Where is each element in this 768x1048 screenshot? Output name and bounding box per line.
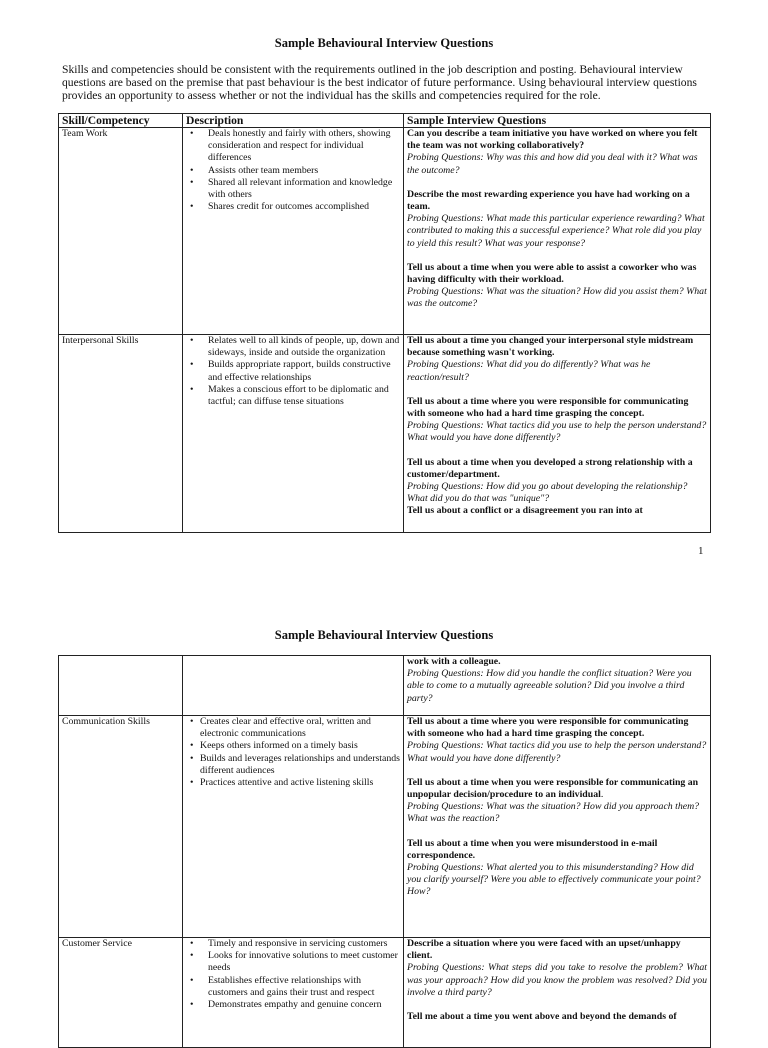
skill-cell bbox=[59, 335, 183, 533]
probing-questions: Probing Questions: What alerted you to this misunderstanding? How did you clarify yourself? Were you able to effectively communicate your point? How? bbox=[407, 862, 701, 898]
header-questions: Sample Interview Questions bbox=[404, 114, 711, 128]
list-item: • Keeps others informed on a timely basis bbox=[200, 740, 400, 752]
skill-cell bbox=[59, 938, 183, 1048]
probing-questions: Probing Questions: What made this particular experience rewarding? What contributed to making this a successful experience? What role did you play to yield this result? What was your response? bbox=[407, 213, 705, 249]
probing-questions: Probing Questions: How did you handle the conflict situation? Were you able to come to a mutually agreeable solution? Did you involve a third party? bbox=[407, 668, 692, 704]
header-skill: Skill/Competency bbox=[59, 114, 183, 128]
interview-question: Tell us about a time you changed your interpersonal style midstream because something wasn't working. bbox=[407, 335, 694, 359]
description-cell bbox=[183, 938, 404, 1048]
probing-questions: Probing Questions: How did you go about developing the relationship? What did you do that was "unique"? bbox=[407, 481, 688, 505]
interview-question: Tell us about a time where you were responsible for communicating with someone who had a hard time grasping the concept. bbox=[407, 395, 689, 420]
questions-cell bbox=[404, 335, 711, 533]
description-list bbox=[186, 716, 400, 789]
header-description: Description bbox=[183, 114, 404, 128]
probing-questions: Probing Questions: Why was this and how did you deal with it? What was the outcome? bbox=[407, 152, 698, 176]
interview-question: Tell us about a time when you were responsible for communicating an unpopular decision/procedure to an individual bbox=[407, 776, 699, 801]
intro-paragraph: Skills and competencies should be consistent with the requirements outlined in the job description and posting. Behavioural interview questions are based on the premise that past behaviour is the best indicator of future performance. Using behavioural interview questions provides an opportunity to assess whether or not the individual has the skills and competencies required for the role. bbox=[62, 63, 697, 102]
list-item: • Builds and leverages relationships and understands different audiences bbox=[200, 753, 400, 777]
list-item: • Assists other team members bbox=[208, 165, 400, 177]
description-list bbox=[186, 335, 400, 408]
row-customer-service bbox=[59, 938, 711, 1048]
interview-question: Describe a situation where you were faced with an upset/unhappy client. bbox=[407, 938, 681, 962]
probing-questions: Probing Questions: What did you do differently? What was he reaction/result? bbox=[407, 359, 651, 383]
row-interpersonal-skills bbox=[59, 335, 711, 533]
list-item: • Demonstrates empathy and genuine concern bbox=[208, 999, 400, 1011]
page-title: Sample Behavioural Interview Questions bbox=[274, 628, 494, 642]
row-continued bbox=[59, 656, 711, 716]
page-number: 1 bbox=[698, 545, 704, 557]
interview-question: Can you describe a team initiative you have worked on where you felt the team was not working collaboratively? bbox=[407, 128, 698, 152]
list-item: • Deals honestly and fairly with others, showing consideration and respect for individual differences bbox=[208, 128, 400, 165]
list-item: • Timely and responsive in servicing customers bbox=[208, 938, 400, 950]
description-cell bbox=[183, 335, 404, 533]
questions-cell bbox=[404, 716, 711, 938]
skill-name: Team Work bbox=[62, 128, 108, 139]
skill-name: Communication Skills bbox=[62, 716, 150, 727]
interview-question: Tell me about a time you went above and beyond the demands of bbox=[407, 1011, 677, 1023]
page-title: Sample Behavioural Interview Questions bbox=[274, 36, 494, 50]
skill-cell bbox=[59, 716, 183, 938]
interview-question: Tell us about a time where you were responsible for communicating with someone who had a hard time grasping the concept. bbox=[407, 716, 689, 740]
interview-question: work with a colleague. bbox=[407, 656, 501, 667]
list-item: • Relates well to all kinds of people, up, down and sideways, inside and outside the organization bbox=[208, 335, 400, 359]
questions-cell bbox=[404, 128, 711, 335]
interview-question-block bbox=[407, 777, 707, 801]
questions-table-page2 bbox=[58, 655, 711, 1048]
skill-name: Interpersonal Skills bbox=[62, 335, 139, 346]
description-list bbox=[186, 938, 400, 1011]
description-cell bbox=[183, 656, 404, 716]
skill-name: Customer Service bbox=[62, 938, 132, 949]
interview-question: Tell us about a conflict or a disagreement you ran into at bbox=[407, 505, 643, 517]
list-item: • Creates clear and effective oral, written and electronic communications bbox=[200, 716, 400, 740]
probing-questions: Probing Questions: What tactics did you use to help the person understand? What would you have done differently? bbox=[407, 420, 707, 444]
period: . bbox=[600, 789, 604, 801]
description-cell bbox=[183, 716, 404, 938]
interview-question: Tell us about a time when you were misunderstood in e-mail correspondence. bbox=[407, 837, 658, 861]
skill-cell bbox=[59, 656, 183, 716]
skill-cell bbox=[59, 128, 183, 335]
questions-cell bbox=[404, 656, 711, 716]
probing-questions: Probing Questions: What tactics did you use to help the person understand? What would you have done differently? bbox=[407, 740, 707, 764]
questions-cell bbox=[404, 938, 711, 1048]
row-communication-skills bbox=[59, 716, 711, 938]
description-list bbox=[186, 128, 400, 213]
description-cell bbox=[183, 128, 404, 335]
probing-questions: Probing Questions: What steps did you take to resolve the problem? What was your approach? How did you know the problem was resolved? Did you involve a third party? bbox=[407, 962, 707, 998]
probing-questions: Probing Questions: What was the situation? How did you assist them? What was the outcome? bbox=[407, 286, 707, 310]
interview-question: Tell us about a time when you were able to assist a coworker who was having difficulty with their workload. bbox=[407, 261, 697, 286]
list-item: • Builds appropriate rapport, builds constructive and effective relationships bbox=[208, 359, 400, 383]
row-team-work bbox=[59, 128, 711, 335]
list-item: • Establishes effective relationships with customers and gains their trust and respect bbox=[208, 975, 400, 999]
interview-question: Describe the most rewarding experience you have had working on a team. bbox=[407, 188, 690, 213]
list-item: • Shared all relevant information and knowledge with others bbox=[208, 177, 400, 201]
list-item: • Looks for innovative solutions to meet customer needs bbox=[208, 950, 400, 974]
table-header-row bbox=[59, 114, 711, 128]
questions-table-page1 bbox=[58, 113, 711, 533]
list-item: • Makes a conscious effort to be diplomatic and tactful; can diffuse tense situations bbox=[208, 384, 400, 408]
list-item: • Shares credit for outcomes accomplished bbox=[208, 201, 400, 213]
list-item: • Practices attentive and active listening skills bbox=[200, 777, 400, 789]
probing-questions: Probing Questions: What was the situation? How did you approach them? What was the reaction? bbox=[407, 801, 700, 825]
interview-question: Tell us about a time when you developed a strong relationship with a customer/department. bbox=[407, 456, 693, 480]
